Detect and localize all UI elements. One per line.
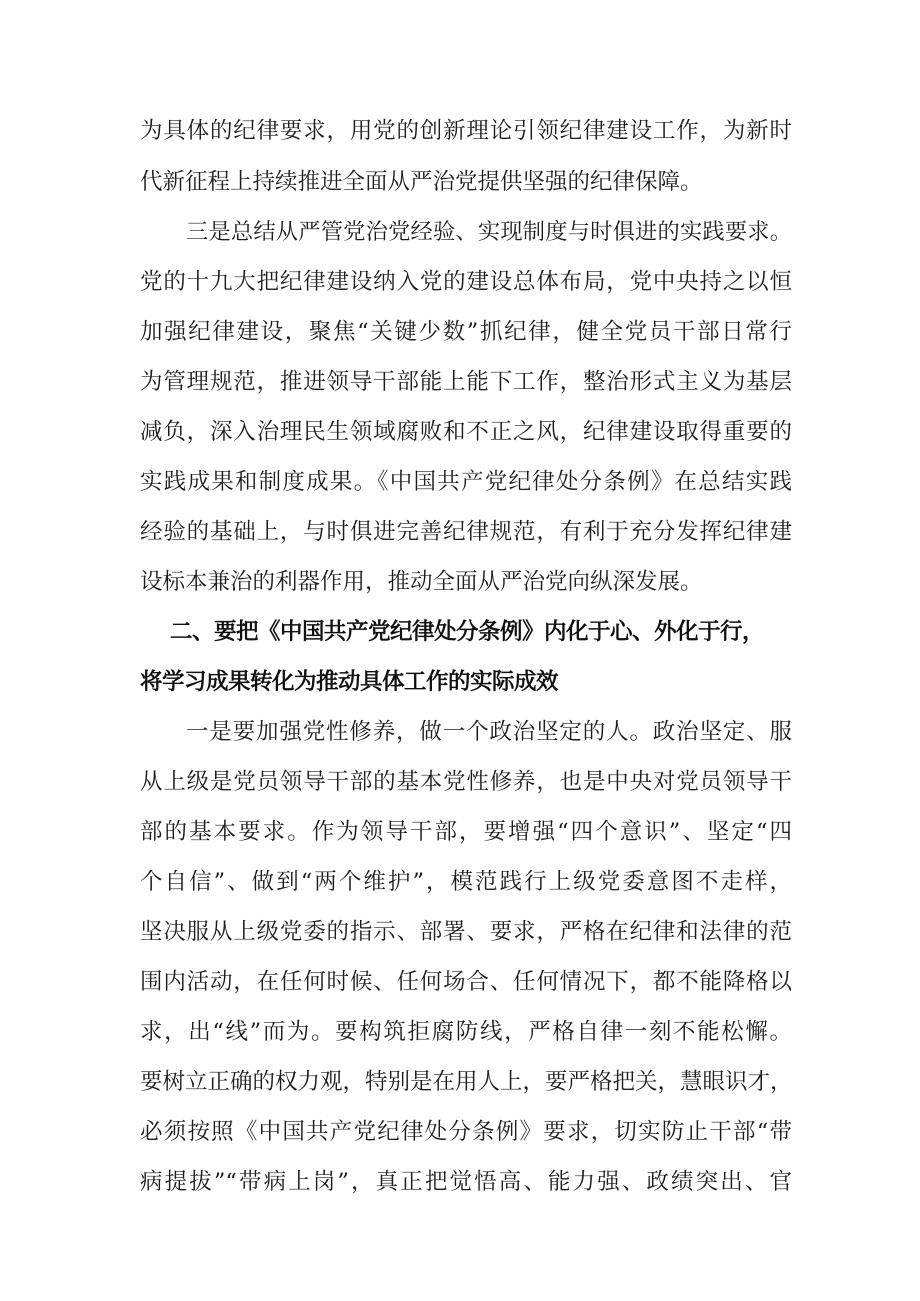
- paragraph-2-line-8: 设标本兼治的利器作用，推动全面从严治党向纵深发展。: [140, 569, 703, 595]
- paragraph-3-line-8: 要树立正确的权力观，特别是在用人上，要严格把关，慧眼识才，: [140, 1069, 793, 1095]
- paragraph-2-line-2: 党的十九大把纪律建设纳入党的建设总体布局，党中央持之以恒: [140, 269, 792, 295]
- paragraph-2-line-6: 实践成果和制度成果。《中国共产党纪律处分条例》在总结实践: [140, 469, 792, 495]
- paragraph-2-line-3: 加强纪律建设，聚焦“关键少数”抓纪律，健全党员干部日常行: [140, 319, 792, 345]
- paragraph-3-line-10: 病提拔”“带病上岗”，真正把觉悟高、能力强、政绩突出、官: [140, 1169, 792, 1195]
- paragraph-3-line-1: 一是要加强党性修养，做一个政治坚定的人。政治坚定、服: [186, 719, 792, 745]
- paragraph-3-line-2: 从上级是党员领导干部的基本党性修养，也是中央对党员领导干: [140, 769, 792, 795]
- section-heading-line-2: 将学习成果转化为推动具体工作的实际成效: [140, 669, 559, 695]
- paragraph-3-line-7: 求，出“线”而为。要构筑拒腐防线，严格自律一刻不能松懈。: [140, 1019, 792, 1045]
- paragraph-2-line-1: 三是总结从严管党治党经验、实现制度与时俱进的实践要求。: [186, 219, 792, 245]
- paragraph-1-line-1: 为具体的纪律要求，用党的创新理论引领纪律建设工作，为新时: [140, 118, 792, 144]
- paragraph-1-line-2: 代新征程上持续推进全面从严治党提供坚强的纪律保障。: [140, 169, 703, 195]
- paragraph-3-line-4: 个自信”、做到“两个维护”，模范践行上级党委意图不走样，: [140, 869, 792, 895]
- paragraph-2-line-4: 为管理规范，推进领导干部能上能下工作，整治形式主义为基层: [140, 369, 792, 395]
- paragraph-2-line-7: 经验的基础上，与时俱进完善纪律规范，有利于充分发挥纪律建: [140, 519, 792, 545]
- paragraph-3-line-3: 部的基本要求。作为领导干部，要增强“四个意识”、坚定“四: [140, 819, 792, 845]
- section-heading-line-1: 二、要把《中国共产党纪律处分条例》内化于心、外化于行，: [170, 619, 765, 645]
- paragraph-3-line-9: 必须按照《中国共产党纪律处分条例》要求，切实防止干部“带: [140, 1119, 792, 1145]
- paragraph-3-line-6: 围内活动，在任何时候、任何场合、任何情况下，都不能降格以: [140, 969, 792, 995]
- paragraph-3-line-5: 坚决服从上级党委的指示、部署、要求，严格在纪律和法律的范: [140, 919, 792, 945]
- paragraph-2-line-5: 减负，深入治理民生领域腐败和不正之风，纪律建设取得重要的: [140, 419, 792, 445]
